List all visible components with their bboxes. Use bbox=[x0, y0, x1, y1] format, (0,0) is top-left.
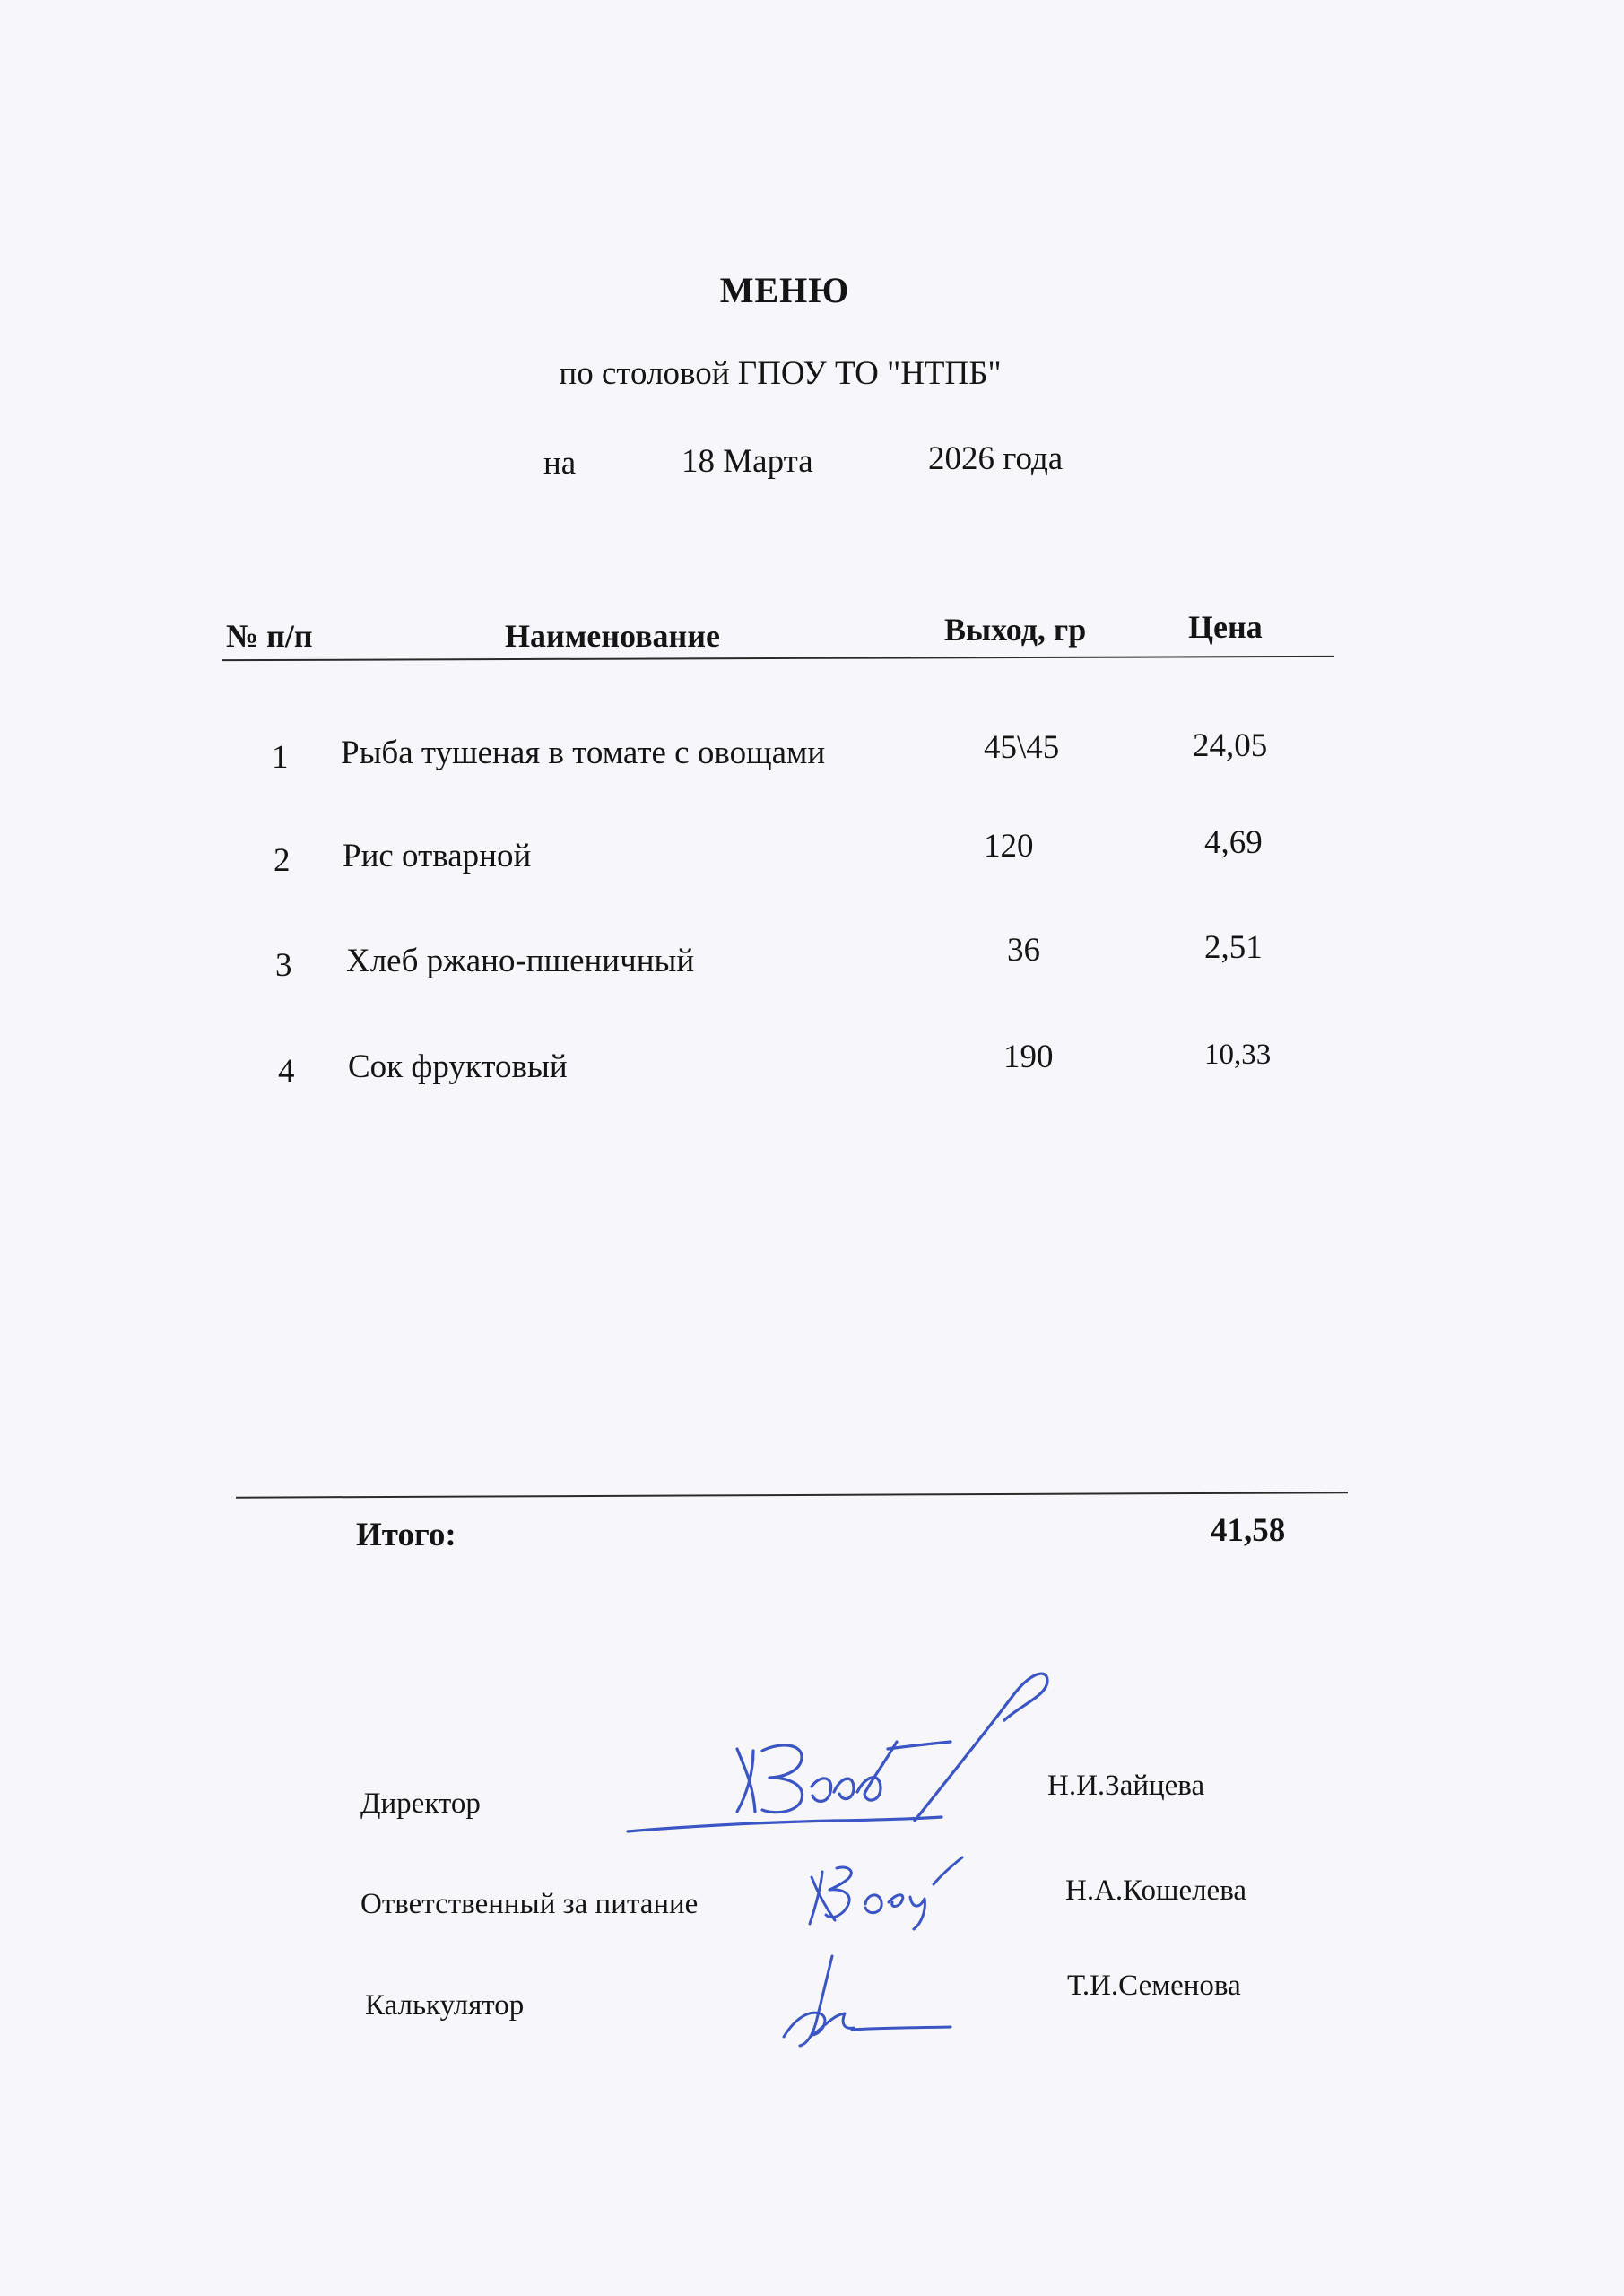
calculator-signature bbox=[744, 1951, 960, 2049]
total-label: Итого: bbox=[356, 1517, 456, 1553]
total-rule bbox=[236, 1492, 1348, 1498]
signatory-name-nutrition: Н.А.Кошелева bbox=[1065, 1874, 1246, 1907]
document-subtitle: по столовой ГПОУ ТО "НТПБ" bbox=[559, 355, 1002, 392]
column-header-price: Цена bbox=[1188, 609, 1263, 645]
director-signature bbox=[619, 1668, 1085, 1848]
total-value: 41,58 bbox=[1211, 1512, 1286, 1549]
date-day-month: 18 Марта bbox=[682, 443, 813, 480]
nutrition-signature bbox=[803, 1852, 1009, 1933]
signatory-role-director: Директор bbox=[360, 1787, 481, 1820]
signatory-name-director: Н.И.Зайцева bbox=[1047, 1770, 1205, 1802]
row-number: 2 bbox=[274, 842, 291, 879]
column-header-yield: Выход, гр bbox=[944, 612, 1087, 648]
header-rule bbox=[222, 656, 1334, 661]
row-number: 1 bbox=[272, 739, 289, 776]
row-yield: 36 bbox=[1007, 932, 1040, 969]
signatory-role-calculator: Калькулятор bbox=[365, 1989, 525, 2022]
row-name: Хлеб ржано-пшеничный bbox=[346, 943, 695, 979]
row-price: 4,69 bbox=[1204, 824, 1263, 861]
row-yield: 120 bbox=[984, 828, 1034, 865]
row-price: 24,05 bbox=[1193, 727, 1268, 764]
row-price: 10,33 bbox=[1204, 1039, 1272, 1071]
row-yield: 190 bbox=[1003, 1039, 1054, 1075]
row-number: 4 bbox=[278, 1053, 295, 1090]
row-yield: 45\45 bbox=[984, 729, 1060, 766]
column-header-name: Наименование bbox=[505, 618, 720, 654]
column-header-number: № п/п bbox=[226, 618, 313, 654]
row-name: Рыба тушеная в томате с овощами bbox=[341, 735, 826, 771]
row-price: 2,51 bbox=[1204, 929, 1263, 966]
row-number: 3 bbox=[275, 947, 292, 984]
signatory-role-nutrition: Ответственный за питание bbox=[360, 1888, 699, 1920]
document-title: МЕНЮ bbox=[719, 270, 850, 310]
row-name: Сок фруктовый bbox=[348, 1048, 568, 1085]
date-year: 2026 года bbox=[928, 440, 1064, 477]
date-prefix: на bbox=[543, 445, 577, 482]
signatory-name-calculator: Т.И.Семенова bbox=[1067, 1970, 1241, 2002]
row-name: Рис отварной bbox=[343, 838, 532, 874]
